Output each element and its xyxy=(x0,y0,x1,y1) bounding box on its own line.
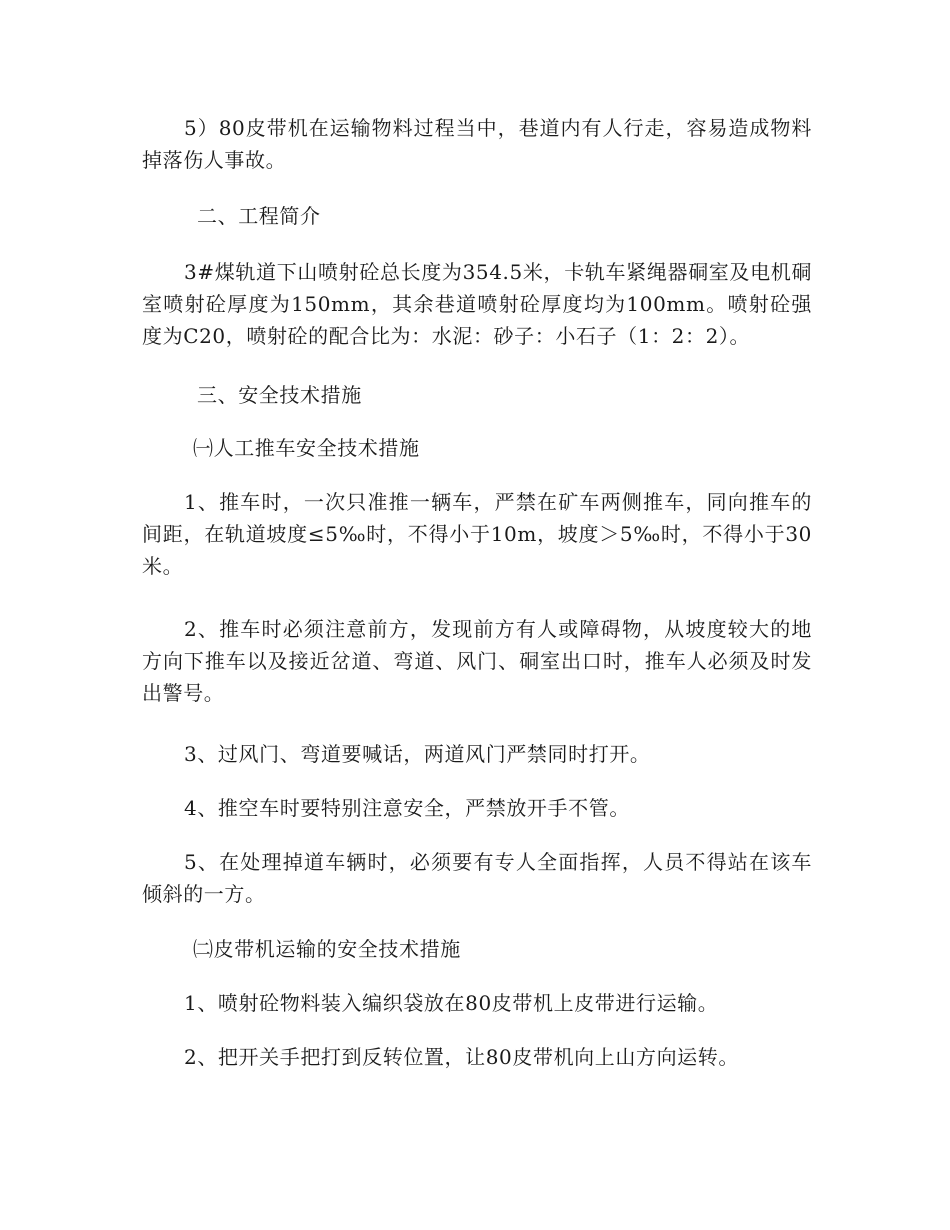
subsection-1-heading: ㈠人工推车安全技术措施 xyxy=(193,436,420,460)
sub1-item-2: 2、推车时必须注意前方，发现前方有人或障碍物，从坡度较大的地方向下推车以及接近岔道、弯道、风门、硐室出口时，推车人必须及时发出警号。 xyxy=(142,617,812,705)
sub1-item-1: 1、推车时，一次只准推一辆车，严禁在矿车两侧推车，同向推车的间距，在轨道坡度≤5‰时，不得小于10m，坡度＞5‰时，不得小于30米。 xyxy=(142,490,812,578)
sub2-item-1: 1、喷射砼物料装入编织袋放在80皮带机上皮带进行运输。 xyxy=(184,991,719,1015)
sub1-item-5: 5、在处理掉道车辆时，必须要有专人全面指挥，人员不得站在该车倾斜的一方。 xyxy=(142,850,812,906)
sub2-item-2: 2、把开关手把打到反转位置，让80皮带机向上山方向运转。 xyxy=(184,1045,739,1069)
item-5-paragraph: 5）80皮带机在运输物料过程当中，巷道内有人行走，容易造成物料掉落伤人事故。 xyxy=(142,116,812,172)
subsection-2-heading: ㈡皮带机运输的安全技术措施 xyxy=(193,937,461,961)
project-intro-paragraph: 3#煤轨道下山喷射砼总长度为354.5米，卡轨车紧绳器硐室及电机硐室喷射砼厚度为150mm，其余巷道喷射砼厚度均为100mm。喷射砼强度为C20，喷射砼的配合比为：水泥：砂子：小石子（1：2：2）。 xyxy=(142,260,812,348)
sub1-item-4: 4、推空车时要特别注意安全，严禁放开手不管。 xyxy=(184,796,630,820)
section-2-heading: 二、工程简介 xyxy=(197,204,321,228)
sub1-item-3: 3、过风门、弯道要喊话，两道风门严禁同时打开。 xyxy=(184,742,651,766)
section-3-heading: 三、安全技术措施 xyxy=(197,383,362,407)
